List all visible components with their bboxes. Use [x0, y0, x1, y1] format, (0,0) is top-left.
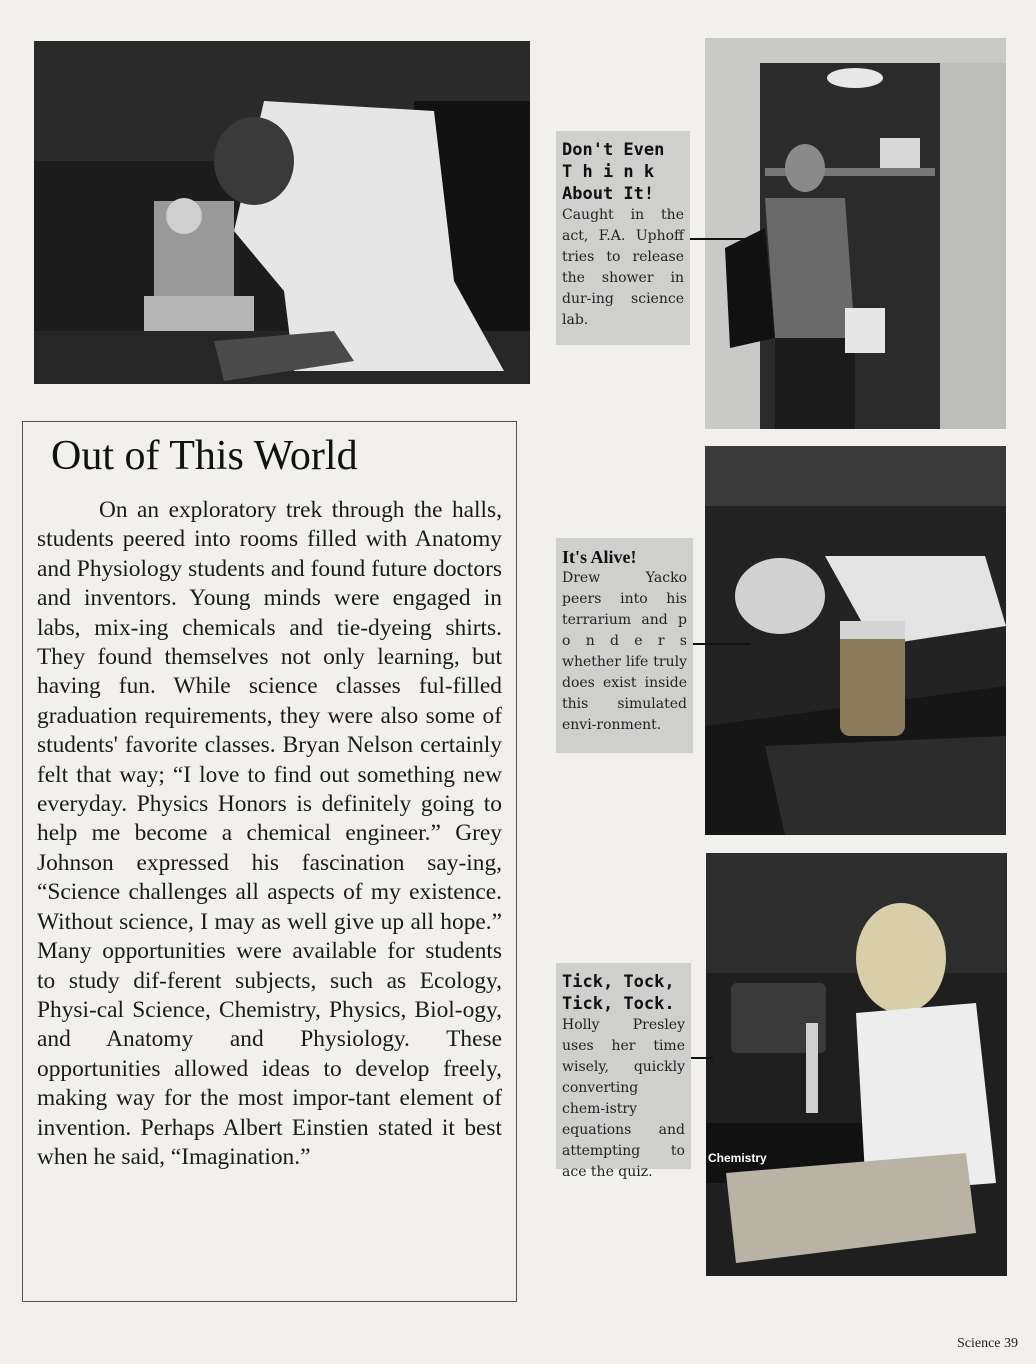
caption-title: Tick, Tock, Tick, Tock. — [562, 972, 675, 1014]
photo-terrarium-student — [705, 446, 1006, 835]
caption-leader-line — [691, 1057, 713, 1059]
photo-microscope-student — [34, 41, 530, 384]
caption-leader-line — [690, 238, 750, 240]
article-body: On an exploratory trek through the halls, students peered into rooms filled with Anatomy and Physiology students and found future doctors and inventors. Young minds were engaged in labs, mix-ing chemicals and tie-dyeing shirts. They found themselves not only learning, but having fun. While science classes ful-filled graduation requirements, they were also some of students' favorite classes. Bryan Nelson certainly felt that way; “I love to find out something new everyday. Physics Honors is definitely going to help me become a chemical engineer.” Grey Johnson expressed his fascination say-ing, “Science challenges all aspects of my existence. Without science, I may as well give up all hope.” Many opportunities were available for students to study dif-ferent subjects, such as Ecology, Physi-cal Science, Chemistry, Physics, Biol-ogy, and Anatomy and Physiology. These opportunities allowed ideas to develop freely, making way for the most impor-tant element of invention. Perhaps Albert Einstien stated it best when he said, “Imagination.” — [37, 497, 502, 1170]
photo-quiz-student — [706, 853, 1007, 1276]
footer-page-number: 39 — [1004, 1336, 1018, 1351]
page-footer — [957, 1336, 1018, 1352]
photo-shower-student — [705, 38, 1006, 429]
caption-title: It's Alive! — [562, 547, 637, 567]
caption-shower — [556, 131, 690, 345]
article-title: Out of This World — [51, 433, 358, 479]
caption-terrarium — [556, 538, 693, 753]
caption-body: Holly Presley uses her time wisely, quickly converting chem-istry equations and attempting to ace the quiz. — [562, 1017, 685, 1180]
caption-leader-line — [693, 643, 751, 645]
caption-quiz — [556, 963, 691, 1180]
chemistry-book-label: Chemistry — [708, 1151, 767, 1165]
footer-section: Science — [956, 1336, 1001, 1351]
caption-body: Caught in the act, F.A. Uphoff tries to release the shower in dur-ing science lab. — [562, 207, 684, 328]
article-box — [22, 421, 517, 1302]
caption-title: Don't Even T h i n k About It! — [562, 140, 665, 204]
caption-body: Drew Yacko peers into his terrarium and p o n d e r s whether life truly does exist inside this simulated envi-ronment. — [562, 570, 687, 733]
